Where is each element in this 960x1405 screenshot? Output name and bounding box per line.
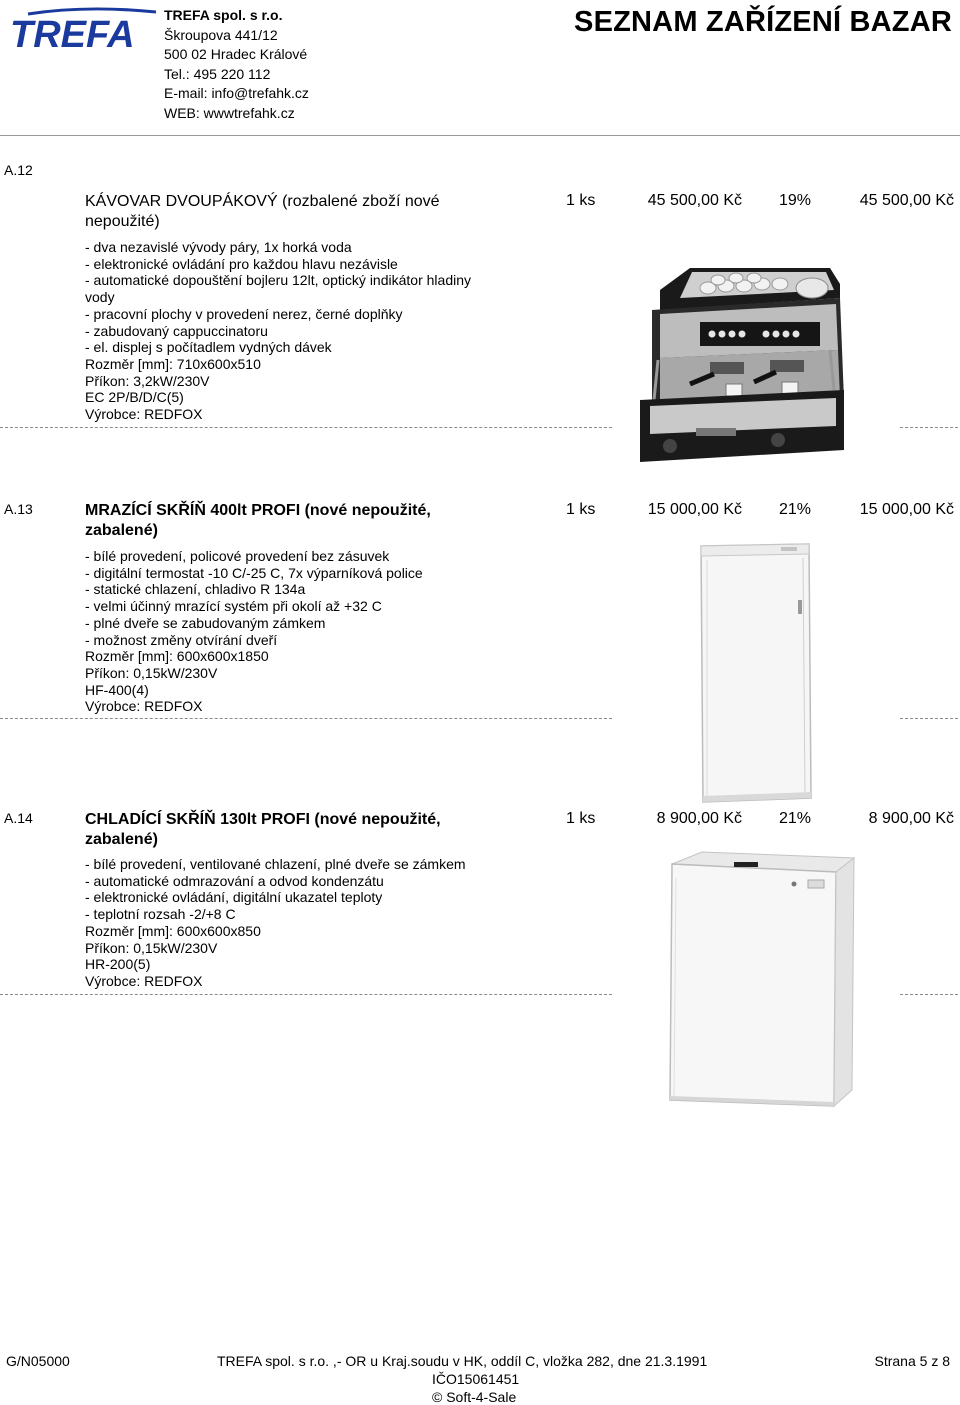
header-divider bbox=[0, 135, 960, 136]
footer-ico: IČO15061451 bbox=[432, 1371, 520, 1387]
desc-line: - dva nezavislé vývody páry, 1x horká voda bbox=[85, 239, 352, 255]
desc-line: - elektronické ovládání pro každou hlavu nezávisle bbox=[85, 255, 398, 272]
company-city: 500 02 Hradec Králové bbox=[164, 46, 308, 62]
desc-line: - možnost změny otvírání dveří bbox=[85, 631, 278, 648]
espresso-machine-image bbox=[630, 250, 850, 472]
desc-line: Příkon: 0,15kW/230V bbox=[85, 939, 218, 956]
company-address bbox=[164, 6, 309, 123]
item-quantity: 1 ks bbox=[566, 192, 596, 209]
company-email[interactable]: E-mail: info@trefahk.cz bbox=[164, 85, 309, 101]
item-quantity: 1 ks bbox=[566, 810, 596, 827]
desc-line: HF-400(4) bbox=[85, 681, 149, 698]
fridge-image bbox=[650, 850, 856, 1110]
desc-line: - automatické dopouštění bojleru 12lt, optický indikátor hladiny bbox=[85, 272, 471, 289]
desc-line: Rozměr [mm]: 600x600x850 bbox=[85, 922, 261, 939]
item-divider bbox=[0, 994, 612, 995]
item-code: A.13 bbox=[4, 501, 33, 517]
company-phone: Tel.: 495 220 112 bbox=[164, 65, 271, 82]
desc-line: - automatické odmrazování a odvod kondenzátu bbox=[85, 872, 384, 889]
desc-line: Výrobce: REDFOX bbox=[85, 972, 203, 989]
footer-software: © Soft-4-Sale bbox=[432, 1389, 517, 1405]
desc-line: Příkon: 0,15kW/230V bbox=[85, 664, 218, 681]
item-total: 15 000,00 Kč bbox=[859, 501, 954, 518]
desc-line: Výrobce: REDFOX bbox=[85, 406, 203, 423]
item-total: 45 500,00 Kč bbox=[859, 192, 954, 209]
item-unit-price: 15 000,00 Kč bbox=[647, 501, 742, 518]
desc-line: EC 2P/B/D/C(5) bbox=[85, 389, 184, 406]
desc-line: - elektronické ovládání, digitální ukazatel teploty bbox=[85, 889, 383, 906]
desc-line: - statické chlazení, chladivo R 134a bbox=[85, 581, 306, 598]
item-total: 8 900,00 Kč bbox=[868, 810, 954, 827]
item-vat: 21% bbox=[779, 810, 812, 827]
desc-line: - teplotní rozsah -2/+8 C bbox=[85, 906, 236, 923]
desc-line: - digitální termostat -10 C/-25 C, 7x výparníková police bbox=[85, 564, 423, 581]
freezer-image bbox=[695, 540, 817, 804]
item-code: A.14 bbox=[4, 810, 33, 826]
document-title: SEZNAM ZAŘÍZENÍ BAZAR bbox=[574, 6, 952, 38]
desc-line: - bílé provedení, ventilované chlazení, plné dveře se zámkem bbox=[85, 856, 466, 872]
desc-line: - bílé provedení, policové provedení bez zásuvek bbox=[85, 548, 390, 564]
item-divider bbox=[900, 427, 958, 428]
footer-registry: TREFA spol. s r.o. ,- OR u Kraj.soudu v HK, oddíl C, vložka 282, dne 21.3.1991 bbox=[217, 1353, 708, 1369]
company-name: TREFA spol. s r.o. bbox=[164, 7, 283, 23]
desc-line: Příkon: 3,2kW/230V bbox=[85, 372, 210, 389]
desc-line: vody bbox=[85, 289, 115, 306]
company-web[interactable]: WEB: wwwtrefahk.cz bbox=[164, 104, 295, 121]
item-vat: 19% bbox=[779, 192, 812, 209]
footer-doc-code: G/N05000 bbox=[6, 1353, 70, 1369]
desc-line: - velmi účinný mrazící systém při okolí až +32 C bbox=[85, 598, 382, 615]
item-quantity: 1 ks bbox=[566, 501, 596, 518]
desc-line: - el. displej s počítadlem vydných dávek bbox=[85, 339, 332, 356]
desc-line: - plné dveře se zabudovaným zámkem bbox=[85, 614, 326, 631]
desc-line: - pracovní plochy v provedení nerez, černé doplňky bbox=[85, 305, 403, 322]
desc-line: Rozměr [mm]: 710x600x510 bbox=[85, 355, 261, 372]
item-unit-price: 8 900,00 Kč bbox=[656, 810, 742, 827]
item-description bbox=[85, 856, 555, 990]
svg-text:TREFA: TREFA bbox=[10, 14, 135, 56]
item-unit-price: 45 500,00 Kč bbox=[647, 192, 742, 209]
item-vat: 21% bbox=[779, 501, 812, 518]
desc-line: - zabudovaný cappuccinatoru bbox=[85, 322, 268, 339]
item-title: KÁVOVAR DVOUPÁKOVÝ (rozbalené zboží nové nepoužité) bbox=[85, 193, 440, 230]
item-title: CHLADÍCÍ SKŘÍŇ 130lt PROFI (nové nepoužité, zabalené) bbox=[85, 811, 441, 848]
item-divider bbox=[900, 994, 958, 995]
footer-page-number: Strana 5 z 8 bbox=[874, 1353, 950, 1369]
desc-line: HR-200(5) bbox=[85, 956, 151, 973]
item-divider bbox=[0, 718, 612, 719]
item-divider bbox=[0, 427, 612, 428]
desc-line: Výrobce: REDFOX bbox=[85, 698, 203, 715]
desc-line: Rozměr [mm]: 600x600x1850 bbox=[85, 648, 269, 665]
trefa-logo bbox=[6, 4, 158, 56]
item-code: A.12 bbox=[4, 162, 33, 178]
item-title: MRAZÍCÍ SKŘÍŇ 400lt PROFI (nové nepoužité, zabalené) bbox=[85, 502, 431, 539]
item-divider bbox=[900, 718, 958, 719]
company-street: Škroupova 441/12 bbox=[164, 26, 278, 43]
item-description bbox=[85, 239, 555, 423]
item-description bbox=[85, 548, 555, 715]
